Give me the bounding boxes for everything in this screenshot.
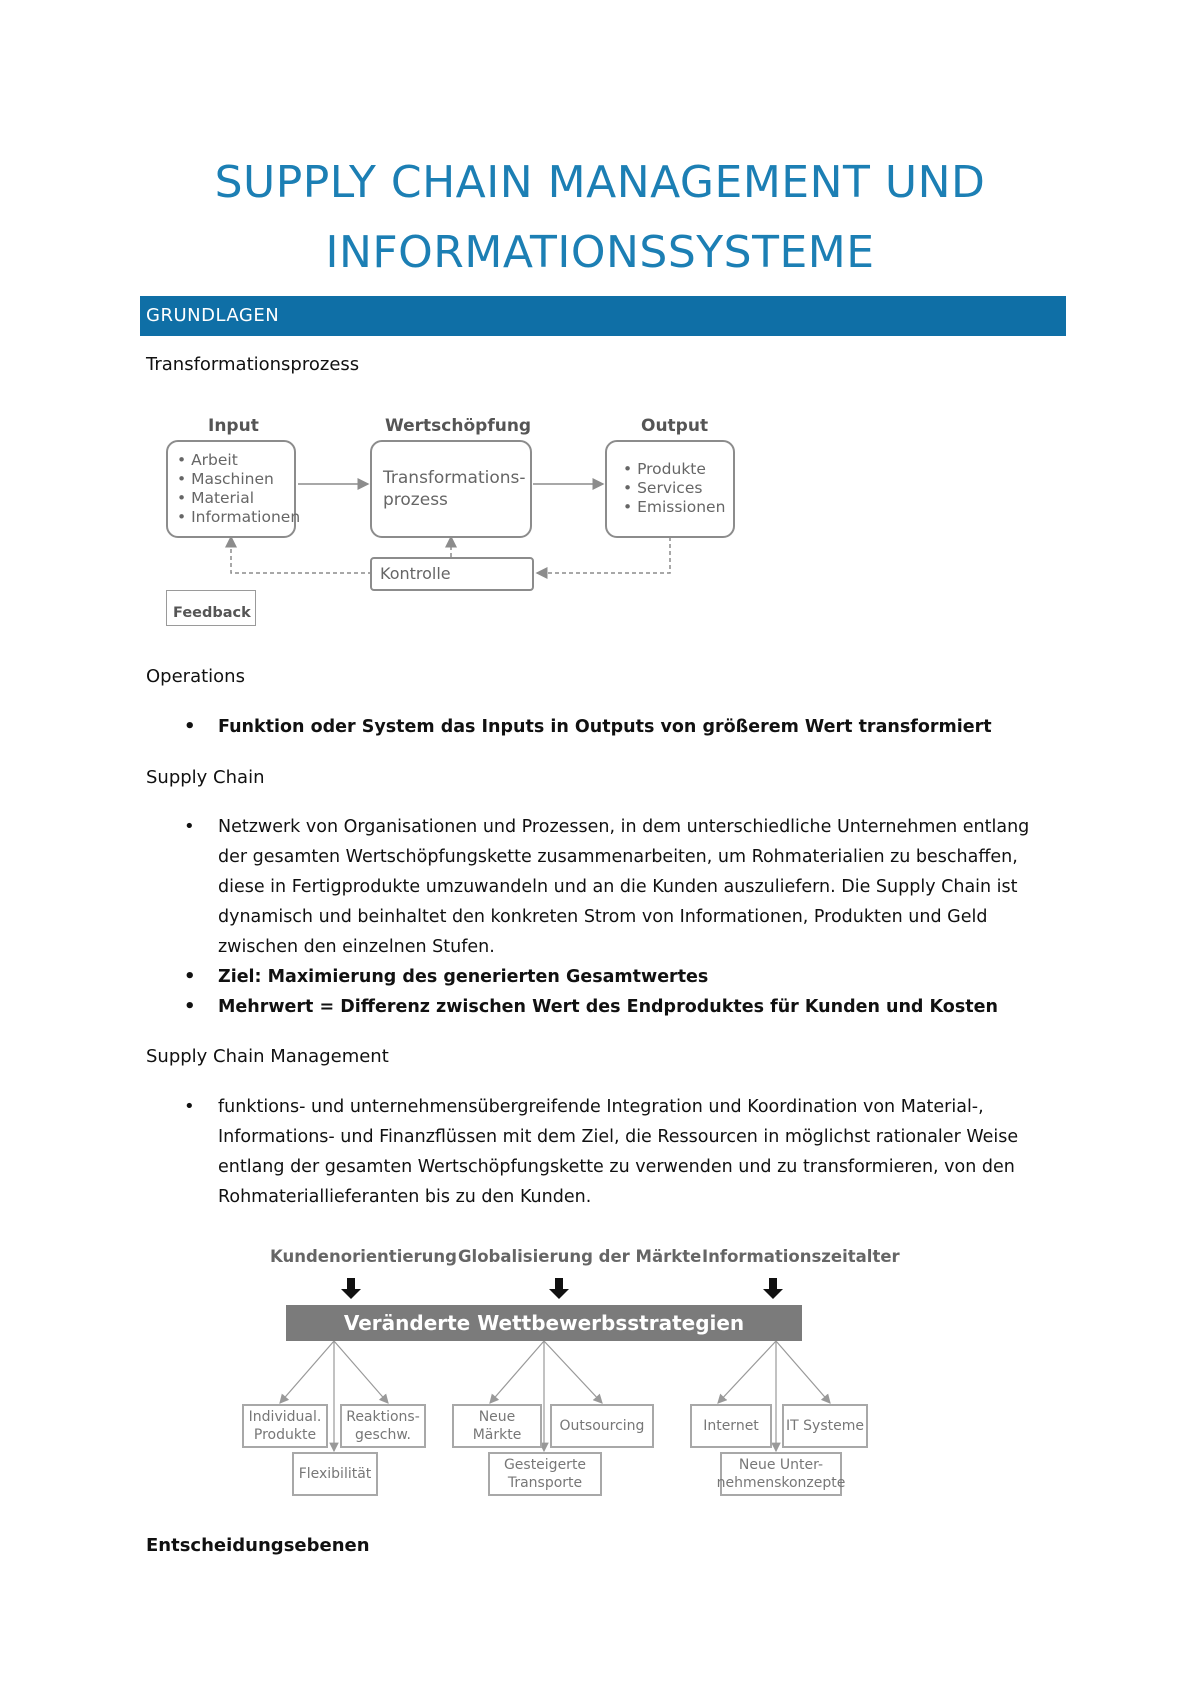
output-item: • Emissionen [623,498,726,516]
input-item: • Material [177,489,255,507]
operations-list [146,712,1066,742]
process-box [370,440,532,538]
competition-strategy-diagram [240,1245,900,1525]
list-item: • Funktion oder System das Inputs in Outputs von größerem Wert transformiert [146,712,1066,742]
list-item: • Mehrwert = Differenz zwischen Wert des Endproduktes für Kunden und Kosten [146,992,1066,1022]
effect-box: Individual. Produkte [242,1404,328,1448]
process-label: Wertschöpfung [385,416,532,436]
heading-supply-chain: Supply Chain [146,767,265,788]
transformation-diagram [160,410,750,635]
output-item: • Produkte [623,460,706,478]
title-line-1: SUPPLY CHAIN MANAGEMENT UND [214,157,986,208]
supply-chain-list [146,812,1066,1022]
effect-box: Outsourcing [550,1404,654,1448]
input-item: • Informationen [177,508,301,526]
input-item: • Arbeit [177,451,238,469]
list-item: • Netzwerk von Organisationen und Prozessen, in dem unterschiedliche Unternehmen entlang der gesamten Wertschöpfungskette zusammenarbeiten, um Rohmaterialien zu beschaffen, diese in Fertigprodukte umzuwandeln und an die Kunden auszuliefern. Die Supply Chain ist dynamisch und beinhaltet den konkreten Strom von Informationen, Produkten und Geld zwischen den einzelnen Stufen. [146,812,1066,962]
output-box [605,440,735,538]
feedback-control-input [231,537,372,573]
heading-entscheidungsebenen: Entscheidungsebenen [146,1535,370,1556]
bullet-icon: • [184,816,195,837]
down-arrow-icons [341,1278,783,1299]
list-item: • Ziel: Maximierung des generierten Gesamtwertes [146,962,1066,992]
driver-label: Globalisierung der Märkte [458,1247,702,1266]
bullet-icon: • [184,1096,195,1117]
effect-box: Neue Märkte [452,1404,542,1448]
heading-transformationsprozess: Transformationsprozess [146,354,360,375]
process-text-line-2: prozess [383,490,448,510]
input-box [166,440,301,538]
bullet-icon: • [184,996,196,1017]
driver-label: Kundenorientierung [270,1247,457,1266]
effect-box: Gesteigerte Transporte [488,1452,602,1496]
bullet-icon: • [184,716,196,737]
title-line-2: INFORMATIONSSYSTEME [325,227,875,278]
legend-feedback: Feedback [166,590,256,626]
input-item: • Maschinen [177,470,274,488]
section-heading-bar: GRUNDLAGEN [140,296,1066,336]
input-label: Input [208,416,259,436]
heading-operations: Operations [146,666,245,687]
control-box: Kontrolle [370,557,534,591]
driver-label: Informationszeitalter [702,1247,900,1266]
scm-list [146,1092,1066,1212]
effect-box: IT Systeme [782,1404,868,1448]
feedback-output-control [537,537,670,573]
effect-box: Flexibilität [292,1452,378,1496]
document-title [146,148,1054,288]
process-text-line-1: Transformations- [383,468,526,488]
bullet-icon: • [184,966,196,987]
center-strategy-bar: Veränderte Wettbewerbsstrategien [286,1305,802,1341]
output-label: Output [641,416,709,436]
effect-box: Reaktions- geschw. [340,1404,426,1448]
output-item: • Services [623,479,703,497]
list-item: • funktions- und unternehmensübergreifende Integration und Koordination von Material-, Informations- und Finanzflüssen mit dem Ziel, die Ressourcen in möglichst rationaler Weise entlang der gesamten Wertschöpfungskette zu verwenden und zu transformieren, von den Rohmateriallieferanten bis zu den Kunden. [146,1092,1066,1212]
heading-scm: Supply Chain Management [146,1046,389,1067]
effect-box: Internet [690,1404,772,1448]
effect-box: Neue Unter- nehmenskonzepte [720,1452,842,1496]
